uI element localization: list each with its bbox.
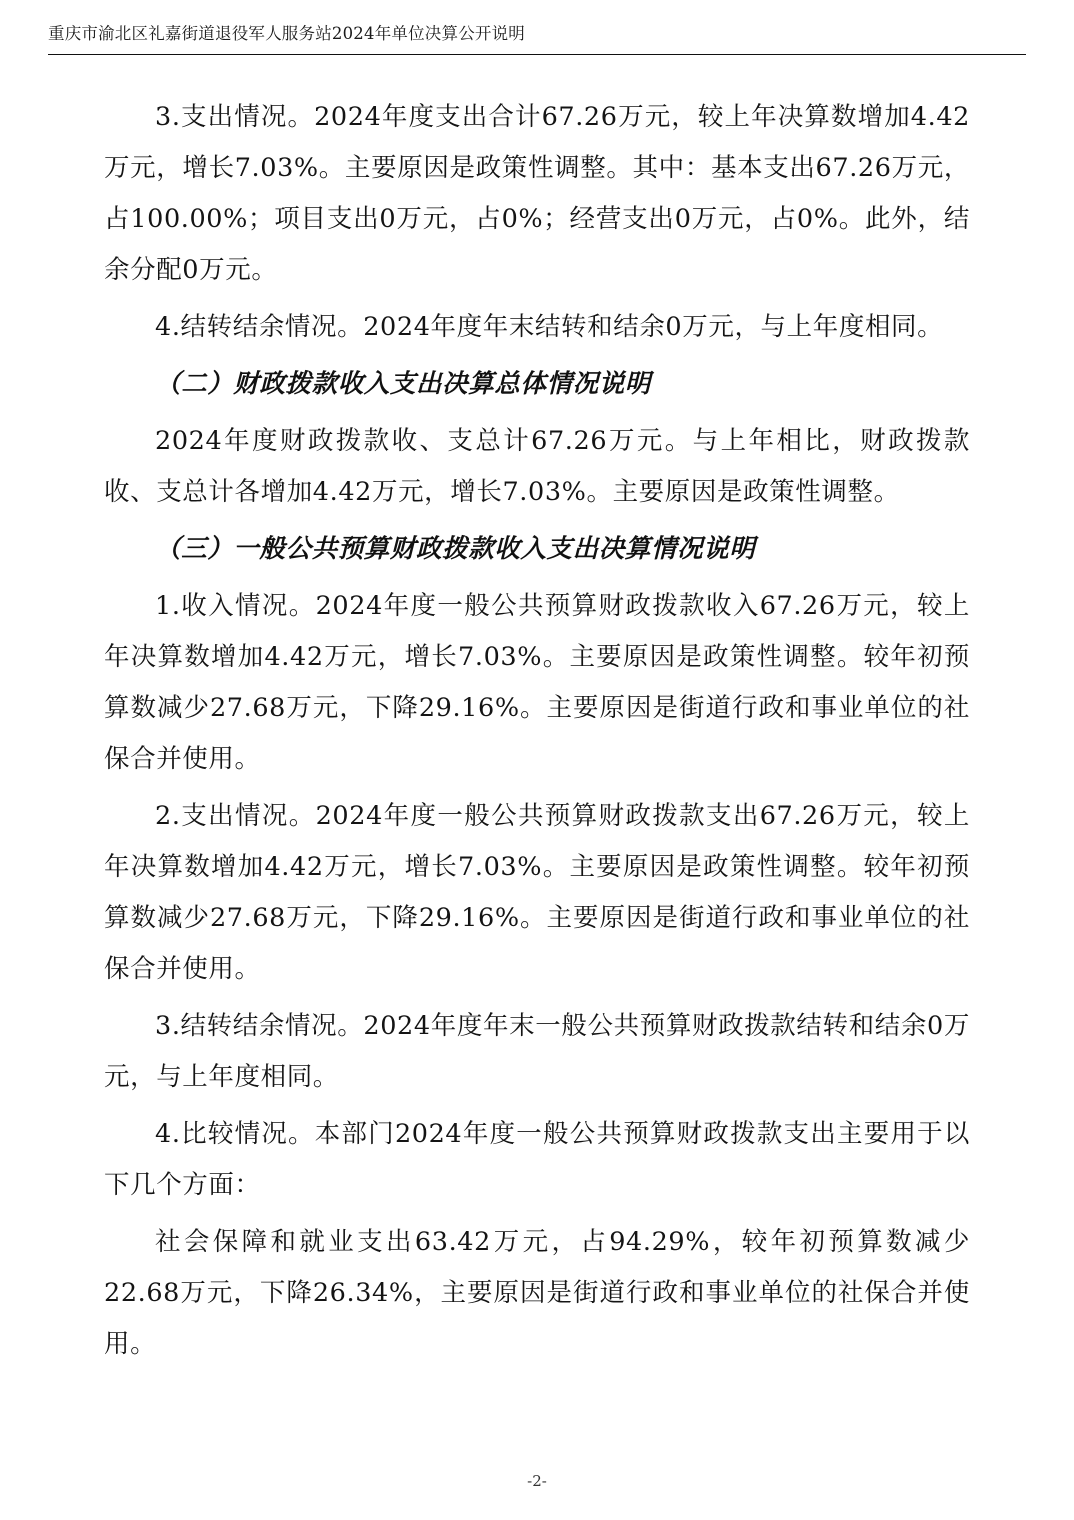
page-number: -2- xyxy=(527,1472,547,1490)
paragraph: 2.支出情况。2024年度一般公共预算财政拨款支出67.26万元，较上年决算数增加4.42万元，增长7.03%。主要原因是政策性调整。较年初预算数减少27.68万元，下降29.16%。主要原因是街道行政和事业单位的社保合并使用。 xyxy=(104,801,970,984)
paragraph: 3.支出情况。2024年度支出合计67.26万元，较上年决算数增加4.42万元，增长7.03%。主要原因是政策性调整。其中：基本支出67.26万元，占100.00%；项目支出0万元，占0%；经营支出0万元，占0%。此外，结余分配0万元。 xyxy=(104,102,970,285)
section-heading: （三）一般公共预算财政拨款收入支出决算情况说明 xyxy=(155,534,756,564)
document-body xyxy=(104,92,970,1376)
header-title: 重庆市渝北区礼嘉街道退役军人服务站2024年单位决算公开说明 xyxy=(48,24,525,43)
paragraph: 社会保障和就业支出63.42万元，占94.29%，较年初预算数减少22.68万元，下降26.34%，主要原因是街道行政和事业单位的社保合并使用。 xyxy=(104,1227,970,1359)
paragraph: 4.结转结余情况。2024年度年末结转和结余0万元，与上年度相同。 xyxy=(155,312,944,342)
header-divider xyxy=(48,54,1026,55)
paragraph: 2024年度财政拨款收、支总计67.26万元。与上年相比，财政拨款收、支总计各增加4.42万元，增长7.03%。主要原因是政策性调整。 xyxy=(104,426,970,507)
running-header xyxy=(48,24,1026,58)
paragraph: 4.比较情况。本部门2024年度一般公共预算财政拨款支出主要用于以下几个方面： xyxy=(104,1119,970,1200)
paragraph: 1.收入情况。2024年度一般公共预算财政拨款收入67.26万元，较上年决算数增加4.42万元，增长7.03%。主要原因是政策性调整。较年初预算数减少27.68万元，下降29.16%。主要原因是街道行政和事业单位的社保合并使用。 xyxy=(104,591,970,774)
paragraph: 3.结转结余情况。2024年度年末一般公共预算财政拨款结转和结余0万元，与上年度相同。 xyxy=(104,1011,970,1092)
section-heading: （二）财政拨款收入支出决算总体情况说明 xyxy=(155,369,651,399)
